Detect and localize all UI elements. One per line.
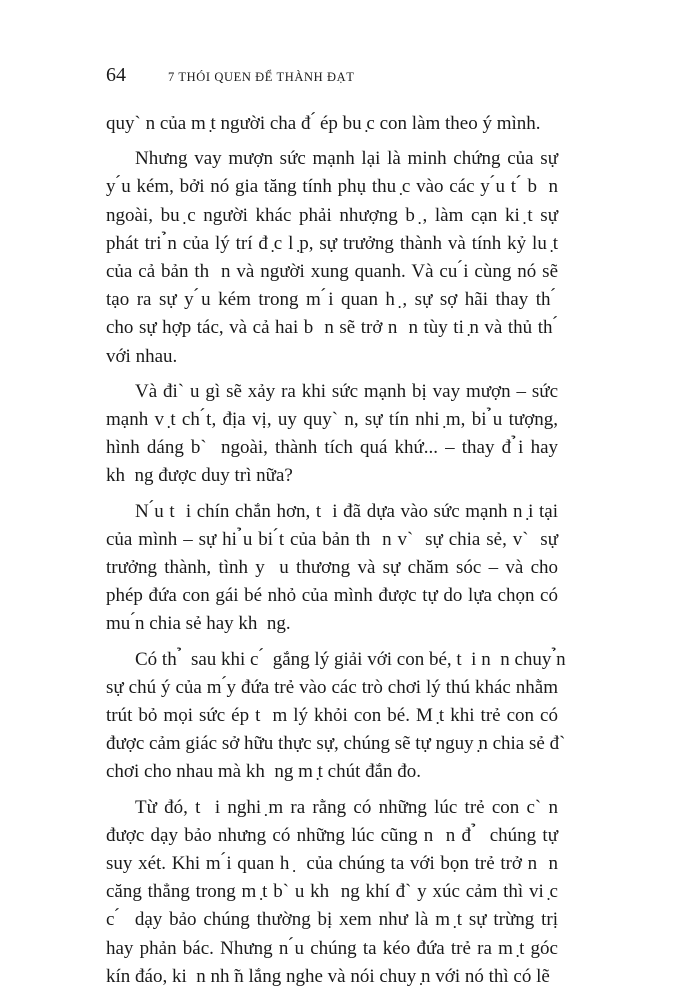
text-line: Và đi` u gì sẽ xảy ra khi sức mạnh bị vay mượn – sức	[135, 380, 558, 402]
text-line: sự chú ý của m ́y đứa trẻ vào các trò chơi lý thú khác nhằm	[106, 676, 558, 698]
paragraph	[106, 145, 558, 371]
text-line: cho sự hợp tác, và cả hai b n sẽ trở n n tùy ti ̣n và thủ th ́	[106, 317, 558, 339]
text-line: quy` n của m ̣t người cha đ ́ ép bu ̣c con làm theo ý mình.	[106, 113, 541, 134]
text-line: phép đứa con gái bé nhỏ của mình được tự do lựa chọn có	[106, 585, 558, 607]
paragraph	[106, 646, 571, 787]
text-line: mu ́n chia sẻ hay kh ng.	[106, 613, 291, 635]
text-line: mạnh v ̣t ch ́t, địa vị, uy quy` n, sự tín nhi ̣m, bi ̉u tượng,	[106, 409, 558, 431]
text-line: chơi cho nhau mà kh ng m ̣t chút đắn đo.	[106, 761, 422, 783]
paragraph	[106, 110, 558, 138]
text-line: Từ đó, t i nghi ̣m ra rằng có những lúc trẻ con c` n	[135, 796, 558, 818]
text-line: với nhau.	[106, 345, 178, 367]
page-body	[106, 110, 571, 998]
text-line: của mình – sự hi ̉u bi ́t của bản th n v` sự chia sẻ, v` sự	[106, 528, 558, 550]
text-line: c ́ dạy bảo chúng thường bị xem như là m ̣t sự trừng trị	[106, 909, 558, 931]
paragraph	[106, 794, 558, 991]
page-header	[106, 64, 355, 87]
text-line: trút bỏ mọi sức ép t m lý khỏi con bé. M ̣t khi trẻ con có	[106, 705, 558, 727]
running-title: 7 THÓI QUEN ĐỂ THÀNH ĐẠT	[168, 70, 355, 84]
text-line: kh ng được duy trì nữa?	[106, 465, 293, 487]
text-line: căng thẳng trong m ̣t b` u kh ng khí đ` y xúc cảm thì vi ̣c	[106, 881, 558, 903]
text-line: tạo ra sự y ́u kém trong m ́i quan h ̣, sự sợ hãi thay th ́	[106, 289, 558, 311]
text-line: N ́u t i chín chắn hơn, t i đã dựa vào sức mạnh n ̣i tại	[135, 500, 558, 522]
text-line: được dạy bảo nhưng có những lúc cũng n n đ ̉ chúng tự	[106, 824, 558, 846]
text-line: hay phản bác. Nhưng n ́u chúng ta kéo đứa trẻ ra m ̣t góc	[106, 937, 558, 959]
text-line: y ́u kém, bởi nó gia tăng tính phụ thu ̣c vào các y ́u t ́ b n	[106, 176, 558, 198]
text-line: Nhưng vay mượn sức mạnh lại là minh chứng của sự	[135, 148, 558, 170]
text-line: ngoài, bu ̣c người khác phải nhượng b ̣, làm cạn ki ̣t sự	[106, 204, 558, 226]
text-line: phát tri ̉n của lý trí đ ̣c l ̣p, sự trưởng thành và tính kỷ lu ̣t	[106, 232, 558, 254]
text-line: Có th ̉ sau khi c ́ gắng lý giải với con bé, t i n n chuy ̉n	[135, 648, 566, 670]
paragraph	[106, 498, 558, 639]
paragraph	[106, 378, 558, 491]
text-line: kín đáo, ki n nh ̃n lắng nghe và nói chuy ̣n với nó thì có lẽ	[106, 965, 550, 987]
page-number: 64	[106, 64, 126, 86]
text-line: của cả bản th n và người xung quanh. Và cu ́i cùng nó sẽ	[106, 261, 558, 283]
text-line: được cảm giác sở hữu thực sự, chúng sẽ tự nguy ̣n chia sẻ đ`	[106, 733, 571, 755]
text-line: hình dáng b` ngoài, thành tích quá khứ... – thay đ ̉i hay	[106, 437, 558, 459]
text-line: trưởng thành, tình y u thương và sự chăm sóc – và cho	[106, 557, 558, 579]
text-line: suy xét. Khi m ́i quan h ̣ của chúng ta với bọn trẻ trở n n	[106, 853, 558, 875]
